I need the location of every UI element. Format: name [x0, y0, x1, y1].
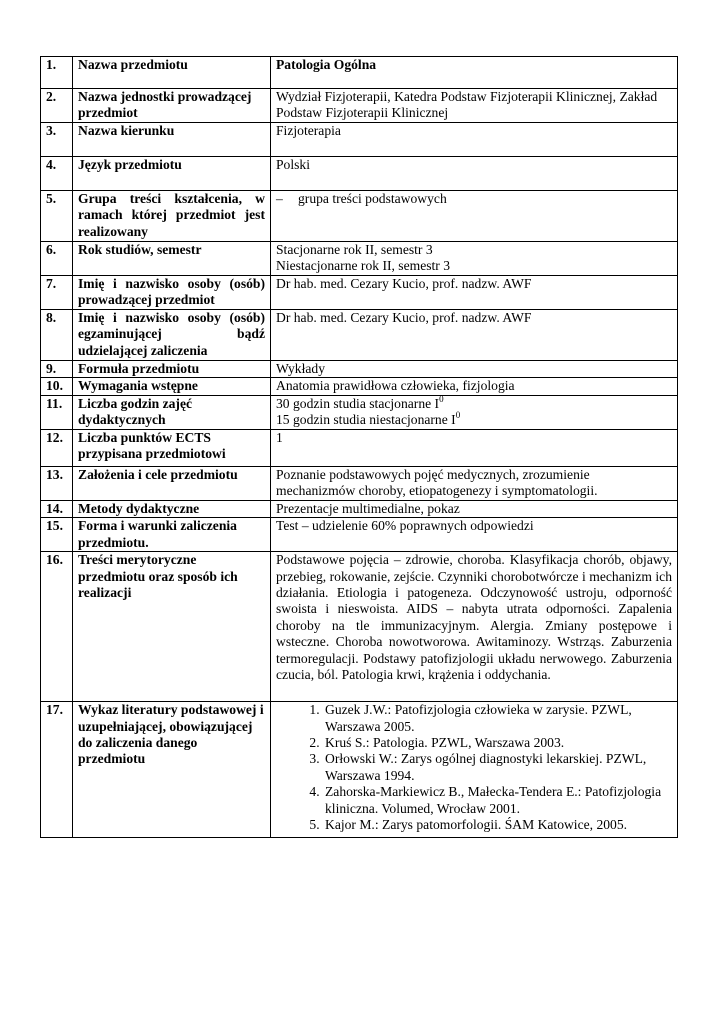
table-row [41, 123, 678, 157]
row-value: Fizjoterapia [271, 123, 678, 157]
table-row [41, 429, 678, 466]
literature-item: 5. Kajor M.: Zarys patomorfologii. ŚAM Katowice, 2005. [323, 817, 672, 833]
row-number: 11. [41, 395, 73, 429]
row-value [271, 395, 678, 429]
row-label: Założenia i cele przedmiotu [73, 466, 271, 500]
row-value: Patologia Ogólna [271, 57, 678, 89]
table-row [41, 89, 678, 123]
row-label: Imię i nazwisko osoby (osób) prowadzącej przedmiot [73, 276, 271, 310]
dash-bullet: – [276, 191, 283, 206]
table-row [41, 191, 678, 242]
row-number: 16. [41, 552, 73, 702]
row-label: Liczba godzin zajęć dydaktycznych [73, 395, 271, 429]
row-number: 14. [41, 500, 73, 517]
row-number: 13. [41, 466, 73, 500]
table-row [41, 702, 678, 838]
row-number: 2. [41, 89, 73, 123]
table-row [41, 395, 678, 429]
row-value [271, 242, 678, 276]
row-number: 5. [41, 191, 73, 242]
literature-item: 2. Kruś S.: Patologia. PZWL, Warszawa 2003. [323, 735, 672, 751]
literature-list [276, 702, 672, 833]
table-row [41, 378, 678, 395]
row-value-line: Niestacjonarne rok II, semestr 3 [276, 258, 451, 274]
row-label: Formuła przedmiotu [73, 361, 271, 378]
row-number: 12. [41, 429, 73, 466]
row-number: 9. [41, 361, 73, 378]
row-value: Dr hab. med. Cezary Kucio, prof. nadzw. AWF [271, 310, 678, 361]
row-number: 8. [41, 310, 73, 361]
table-row [41, 276, 678, 310]
table-row [41, 242, 678, 276]
row-value: Wykłady [271, 361, 678, 378]
row-value-line [276, 396, 672, 412]
row-number: 3. [41, 123, 73, 157]
row-label: Liczba punktów ECTS przypisana przedmiotowi [73, 429, 271, 466]
row-value: Test – udzielenie 60% poprawnych odpowiedzi [271, 518, 678, 552]
table-row [41, 361, 678, 378]
table-row [41, 500, 678, 517]
literature-cell [271, 702, 678, 838]
row-value: Anatomia prawidłowa człowieka, fizjologia [271, 378, 678, 395]
row-label: Imię i nazwisko osoby (osób) egzaminującej bądź udzielającej zaliczenia [73, 310, 271, 361]
row-label: Treści merytoryczne przedmiotu oraz sposób ich realizacji [73, 552, 271, 702]
table-row [41, 57, 678, 89]
table-row [41, 552, 678, 702]
literature-item: 4. Zahorska-Markiewicz B., Małecka-Tendera E.: Patofizjologia kliniczna. Volumed, Wrocław 2001. [323, 784, 672, 817]
superscript: 0 [455, 410, 461, 421]
table-row [41, 466, 678, 500]
literature-item: 3. Orłowski W.: Zarys ogólnej diagnostyki lekarskiej. PZWL, Warszawa 1994. [323, 751, 672, 784]
row-label: Język przedmiotu [73, 157, 271, 191]
row-number: 6. [41, 242, 73, 276]
row-value: Prezentacje multimedialne, pokaz [271, 500, 678, 517]
table-row [41, 310, 678, 361]
hours-part-time: 15 godzin studia niestacjonarne I [276, 412, 456, 428]
superscript: 0 [439, 395, 444, 404]
row-value: Wydział Fizjoterapii, Katedra Podstaw Fizjoterapii Klinicznej, Zakład Podstaw Fizjoterapii Klinicznej [271, 89, 678, 123]
row-number: 17. [41, 702, 73, 838]
row-label: Nazwa kierunku [73, 123, 271, 157]
row-label: Forma i warunki zaliczenia przedmiotu. [73, 518, 271, 552]
literature-item: 1. Guzek J.W.: Patofizjologia człowieka w zarysie. PZWL, Warszawa 2005. [323, 702, 672, 735]
row-number: 4. [41, 157, 73, 191]
row-number: 15. [41, 518, 73, 552]
course-syllabus-table [40, 56, 678, 838]
row-value: Podstawowe pojęcia – zdrowie, choroba. Klasyfikacja chorób, objawy, przebieg, rokowanie, zejście. Czynniki chorobotwórcze i mechanizm ich działania. Etiologia i patogeneza. Odczynowość ustroju, odporność swoista i nieswoista. AIDS – nabyta utrata odporności. Zapalenia choroby na tle immunizacyjnym. Alergia. Zmiany postępowe i wsteczne. Choroba nowotworowa. Awitaminozy. Wstrząs. Zaburzenia termoregulacji. Podstawy patofizjologii układu nerwowego. Zaburzenia czucia, ból. Patologia krwi, krążenia i oddychania. [271, 552, 678, 702]
row-label: Grupa treści kształcenia, w ramach której przedmiot jest realizowany [73, 191, 271, 242]
row-value: Poznanie podstawowych pojęć medycznych, zrozumienie mechanizmów choroby, etiopatogenezy i symptomatologii. [271, 466, 678, 500]
hours-full-time: 30 godzin studia stacjonarne I [276, 395, 440, 411]
row-value: 1 [271, 429, 678, 466]
row-number: 10. [41, 378, 73, 395]
row-value-line: Stacjonarne rok II, semestr 3 [276, 242, 433, 257]
row-label: Nazwa jednostki prowadzącej przedmiot [73, 89, 271, 123]
row-value-line [276, 412, 672, 428]
row-value [271, 191, 678, 242]
table-row [41, 157, 678, 191]
row-label: Wykaz literatury podstawowej i uzupełniającej, obowiązującej do zaliczenia danego przedmiotu [73, 702, 271, 838]
table-row [41, 518, 678, 552]
row-label: Wymagania wstępne [73, 378, 271, 395]
row-number: 1. [41, 57, 73, 89]
row-label: Rok studiów, semestr [73, 242, 271, 276]
row-label: Metody dydaktyczne [73, 500, 271, 517]
row-value-text: grupa treści podstawowych [298, 191, 447, 206]
row-value: Dr hab. med. Cezary Kucio, prof. nadzw. AWF [271, 276, 678, 310]
row-label: Nazwa przedmiotu [73, 57, 271, 89]
row-number: 7. [41, 276, 73, 310]
row-value: Polski [271, 157, 678, 191]
